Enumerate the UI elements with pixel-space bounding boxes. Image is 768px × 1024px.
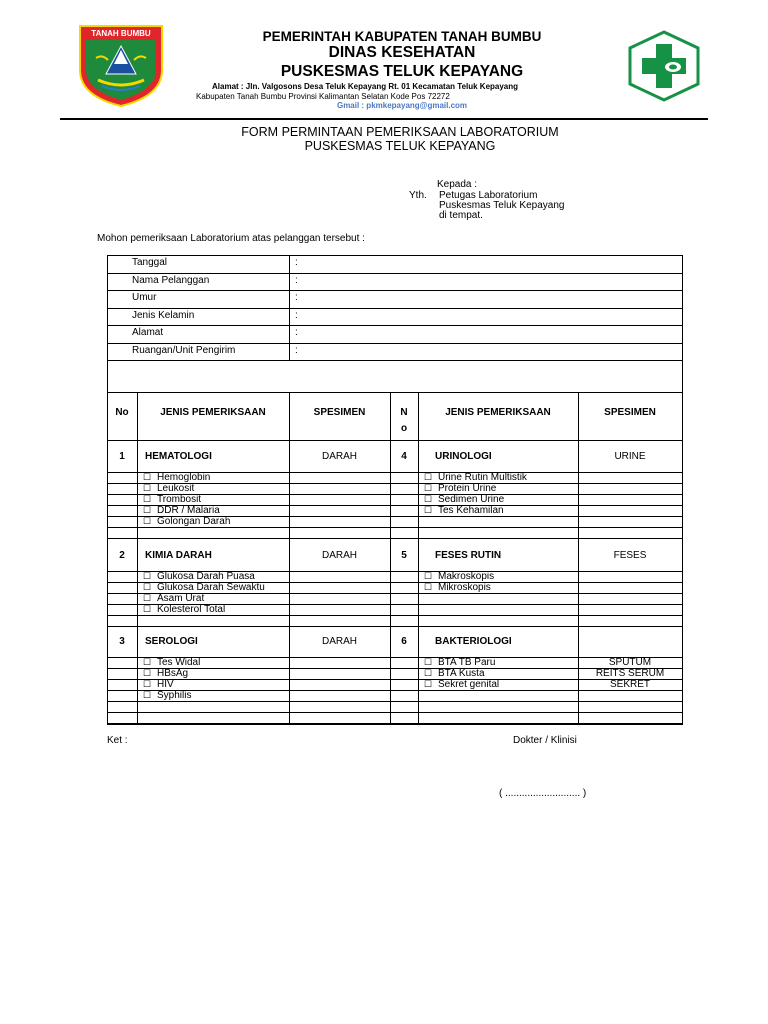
header-no-2: N — [400, 407, 408, 418]
group-spesimen: DARAH — [321, 451, 357, 462]
patient-row-rule — [107, 273, 682, 274]
exam-checkbox[interactable]: ☐ — [143, 582, 152, 592]
intro-text: Mohon pemeriksaan Laboratorium atas pelanggan tersebut : — [97, 233, 365, 244]
group-name: HEMATOLOGI — [145, 451, 212, 462]
patient-row-rule — [107, 360, 682, 361]
exam-item-label: Golongan Darah — [157, 516, 231, 527]
group-spesimen: DARAH — [321, 550, 357, 561]
exam-checkbox[interactable]: ☐ — [143, 690, 152, 700]
item-row-rule — [107, 712, 682, 713]
header-bottom-rule — [107, 440, 682, 441]
group-name: FESES RUTIN — [435, 550, 502, 561]
puskesmas-title: PUSKESMAS TELUK KEPAYANG — [280, 63, 524, 80]
exam-checkbox[interactable]: ☐ — [143, 657, 152, 667]
patient-row-rule — [107, 343, 682, 344]
signature-line[interactable]: ( ........................... ) — [499, 788, 587, 799]
government-title: PEMERINTAH KABUPATEN TANAH BUMBU — [262, 29, 542, 44]
exam-item-label: Asam Urat — [157, 593, 205, 604]
exam-item-label: Mikroskopis — [438, 582, 491, 593]
address-line-2: Kabupaten Tanah Bumbu Provinsi Kalimantan Selatan Kode Pos 72272 — [196, 92, 450, 101]
group-spesimen: FESES — [613, 550, 647, 561]
patient-field-input[interactable]: : — [295, 292, 298, 303]
exam-item-label: Glukosa Darah Puasa — [157, 571, 255, 582]
patient-field-label: Tanggal — [132, 257, 168, 268]
ket-label: Ket : — [107, 735, 128, 746]
group-number: 2 — [119, 550, 125, 561]
form-title: FORM PERMINTAAN PEMERIKSAAN LABORATORIUM — [241, 125, 559, 139]
department-title: DINAS KESEHATAN — [328, 44, 476, 61]
exam-checkbox[interactable]: ☐ — [424, 571, 433, 581]
patient-row-rule — [107, 308, 682, 309]
group-spesimen: DARAH — [321, 636, 357, 647]
yth-label: Yth. — [409, 190, 427, 201]
exam-item-label: Tes Kehamilan — [438, 505, 504, 516]
tanah-bumbu-emblem-icon — [78, 24, 164, 108]
patient-field-label: Ruangan/Unit Pengirim — [132, 345, 236, 356]
table-right-border — [682, 255, 683, 725]
exam-checkbox[interactable]: ☐ — [143, 483, 152, 493]
exam-item-label: DDR / Malaria — [157, 505, 220, 516]
patient-field-input[interactable]: : — [295, 345, 298, 356]
exam-checkbox[interactable]: ☐ — [424, 472, 433, 482]
header-jenis-pemeriksaan: JENIS PEMERIKSAAN — [160, 407, 266, 418]
exam-item-label: BTA TB Paru — [438, 657, 496, 668]
recipient-line-1: Petugas Laboratorium — [439, 190, 538, 201]
item-spesimen: REITS SERUM — [595, 668, 665, 679]
exam-item-label: Hemoglobin — [157, 472, 211, 483]
exam-item-label: Tes Widal — [157, 657, 201, 668]
exam-item-label: Kolesterol Total — [157, 604, 226, 615]
header-spesimen: SPESIMEN — [313, 407, 366, 418]
exam-item-label: Syphilis — [157, 690, 192, 701]
group-number: 1 — [119, 451, 125, 462]
group-number: 4 — [401, 451, 407, 462]
exam-checkbox[interactable]: ☐ — [143, 505, 152, 515]
patient-field-label: Jenis Kelamin — [132, 310, 195, 321]
exam-item-label: HBsAg — [157, 668, 189, 679]
exam-checkbox[interactable]: ☐ — [143, 516, 152, 526]
group-name: URINOLOGI — [435, 451, 492, 462]
exam-checkbox[interactable]: ☐ — [424, 679, 433, 689]
item-row-rule — [107, 527, 682, 528]
exam-checkbox[interactable]: ☐ — [424, 668, 433, 678]
form-subtitle: PUSKESMAS TELUK KEPAYANG — [304, 139, 496, 153]
exam-checkbox[interactable]: ☐ — [143, 679, 152, 689]
recipient-line-3: di tempat. — [439, 210, 483, 221]
exam-item-label: HIV — [157, 679, 174, 690]
exam-checkbox[interactable]: ☐ — [143, 571, 152, 581]
item-row-rule — [107, 626, 682, 627]
group-number: 3 — [119, 636, 125, 647]
exam-checkbox[interactable]: ☐ — [143, 668, 152, 678]
patient-field-label: Umur — [132, 292, 157, 303]
exam-checkbox[interactable]: ☐ — [143, 593, 152, 603]
exam-checkbox[interactable]: ☐ — [143, 494, 152, 504]
item-row-rule — [107, 690, 682, 691]
exam-checkbox[interactable]: ☐ — [143, 604, 152, 614]
exam-item-label: Makroskopis — [438, 571, 495, 582]
doctor-label: Dokter / Klinisi — [513, 735, 577, 746]
item-row-rule — [107, 723, 682, 724]
patient-row-rule — [107, 290, 682, 291]
header-no-2: o — [400, 423, 408, 434]
exam-item-label: Leukosit — [157, 483, 195, 494]
table-column-rule — [418, 392, 419, 724]
item-row-rule — [107, 615, 682, 616]
kepada-label: Kepada : — [437, 179, 478, 190]
patient-field-label: Nama Pelanggan — [132, 275, 210, 286]
header-divider — [60, 118, 708, 120]
puskesmas-cross-icon — [626, 30, 702, 102]
emblem-text: TANAH BUMBU — [91, 29, 151, 38]
exam-checkbox[interactable]: ☐ — [424, 657, 433, 667]
exam-item-label: BTA Kusta — [438, 668, 485, 679]
table-bottom-border — [107, 724, 682, 725]
group-name: SEROLOGI — [145, 636, 198, 647]
group-name: BAKTERIOLOGI — [435, 636, 512, 647]
patient-field-label: Alamat — [132, 327, 164, 338]
exam-checkbox[interactable]: ☐ — [424, 494, 433, 504]
header-top-rule — [107, 392, 682, 393]
exam-item-label: Glukosa Darah Sewaktu — [157, 582, 265, 593]
patient-field-input[interactable]: : — [295, 310, 298, 321]
exam-item-label: Sedimen Urine — [438, 494, 505, 505]
item-spesimen: SEKRET — [609, 679, 650, 690]
group-number: 6 — [401, 636, 407, 647]
address-line-1: Alamat : Jln. Valgosons Desa Teluk Kepayang Rt. 01 Kecamatan Teluk Kepayang — [212, 82, 519, 91]
patient-field-input[interactable]: : — [295, 257, 298, 268]
table-column-rule — [137, 392, 138, 724]
item-row-rule — [107, 701, 682, 702]
group-spesimen: URINE — [614, 451, 646, 462]
exam-item-label: Sekret genital — [438, 679, 500, 690]
group-number: 5 — [401, 550, 407, 561]
group-name: KIMIA DARAH — [145, 550, 212, 561]
exam-checkbox[interactable]: ☐ — [424, 483, 433, 493]
patient-row-rule — [107, 325, 682, 326]
item-row-rule — [107, 538, 682, 539]
header-spesimen-2: SPESIMEN — [604, 407, 656, 418]
exam-item-label: Urine Rutin Multistik — [438, 472, 527, 483]
patient-field-input[interactable]: : — [295, 275, 298, 286]
patient-label-column-rule — [289, 255, 290, 360]
exam-item-label: Protein Urine — [438, 483, 497, 494]
exam-item-label: Trombosit — [157, 494, 202, 505]
item-spesimen: SPUTUM — [608, 657, 652, 668]
exam-checkbox[interactable]: ☐ — [143, 472, 152, 482]
patient-field-input[interactable]: : — [295, 327, 298, 338]
gmail-address: Gmail : pkmkepayang@gmail.com — [336, 101, 468, 110]
exam-checkbox[interactable]: ☐ — [424, 582, 433, 592]
recipient-line-2: Puskesmas Teluk Kepayang — [439, 200, 565, 211]
header-no: No — [115, 407, 129, 418]
table-top-border — [107, 255, 682, 256]
header-jenis-pemeriksaan-2: JENIS PEMERIKSAAN — [445, 407, 551, 418]
exam-checkbox[interactable]: ☐ — [424, 505, 433, 515]
